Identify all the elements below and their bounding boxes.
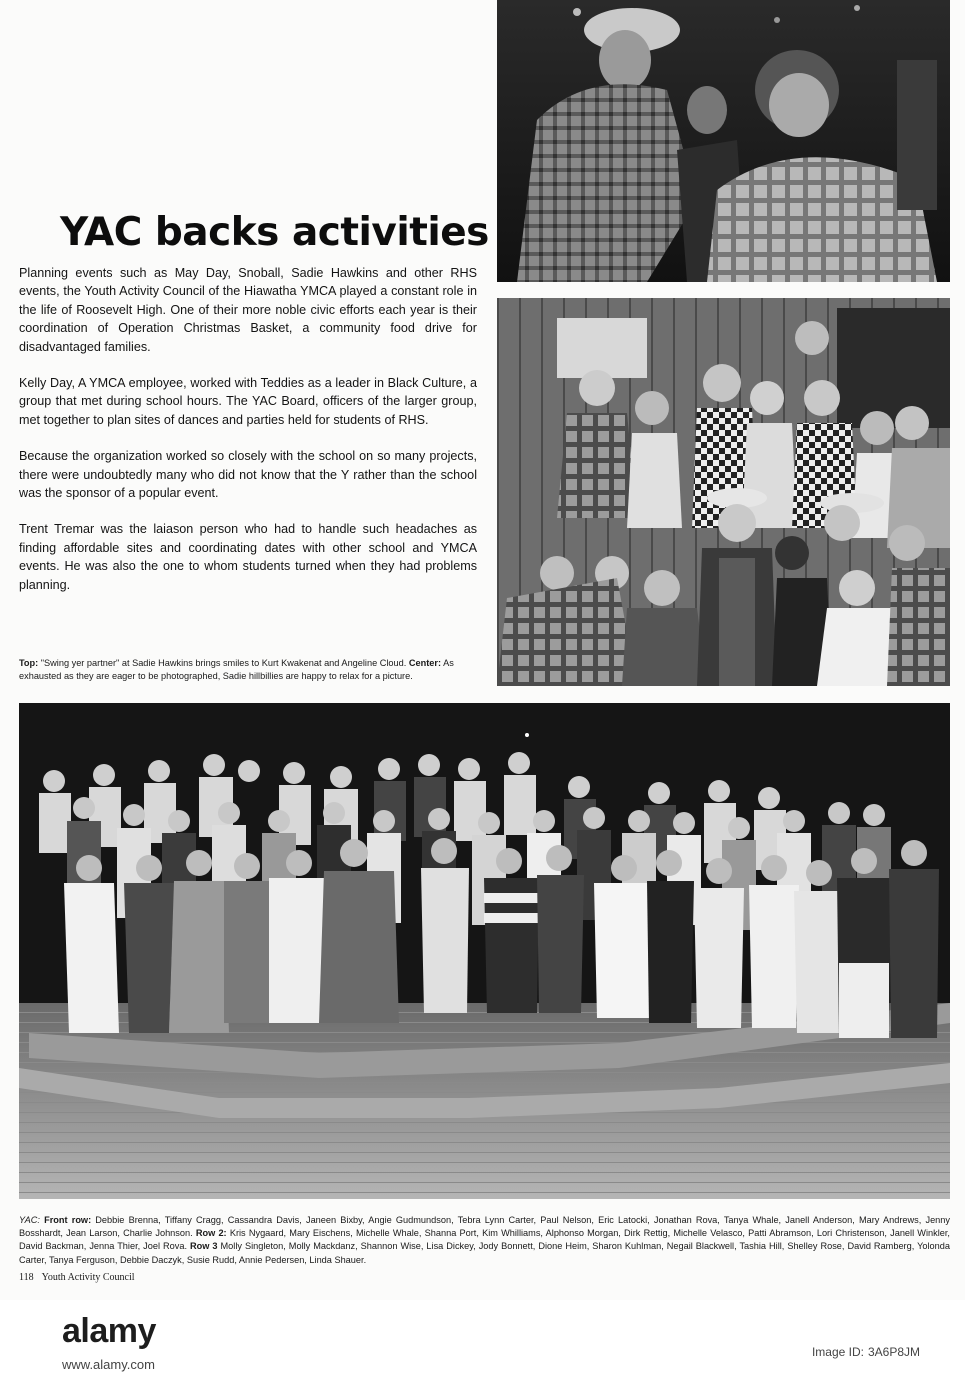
row1-label: Front row:	[44, 1215, 92, 1225]
article-paragraph: Trent Tremar was the laiason person who had to handle such headaches as finding affordable sites and coordinating dates with other school and YMCA events. He was also the one to whom students turned when they had problems planning.	[19, 522, 477, 592]
page-number: 118	[19, 1272, 34, 1283]
brand-url[interactable]: www.alamy.com	[62, 1357, 155, 1372]
caption-center-label: Center:	[408, 658, 442, 668]
section-name: Youth Activity Council	[41, 1272, 135, 1283]
article-paragraph: Planning events such as May Day, Snoball, Sadie Hawkins and other RHS events, the Youth Activity Council of the Hiawatha YMCA played a constant role in the life of Roosevelt High. One of their more noble civic efforts each year is their coordination of Operation Christmas Basket, a community food drive for disadvantaged families.	[19, 266, 477, 354]
row2-names: Kris Nygaard, Mary Eischens, Michelle Whale, Shanna Port, Kim Whilliams, Alphonso Morgan, Dirk Rettig, Michelle Velasco, Patti Abramson, Lori Christenson, Janell Winkler, David Backman, Jenna Thier, Joel Rova.	[19, 1228, 950, 1252]
group-caption	[19, 1214, 950, 1267]
bottom-photo-image	[19, 703, 950, 1199]
image-id-value: 3A6P8JM	[867, 1345, 920, 1359]
row1-names: Debbie Brenna, Tiffany Cragg, Cassandra Davis, Janeen Bixby, Angie Gudmundson, Tebra Lynn Carter, Paul Nelson, Eric Latocki, Jonathan Rova, Tanya Whale, Janell Anderson, Mary Andrews, Jenny Bosshardt, Jean Larson, Charlie Johnson.	[19, 1215, 950, 1239]
top-photo-image	[497, 0, 950, 282]
center-photo-image	[497, 298, 950, 686]
row3-label: Row 3	[190, 1241, 218, 1252]
image-id-label: Image ID:	[811, 1345, 864, 1359]
top-dance-photo	[497, 0, 950, 282]
article-headline: YAC backs activities	[60, 210, 489, 255]
council-group-photo	[19, 703, 950, 1199]
group-prefix: YAC:	[19, 1215, 45, 1225]
photo-caption	[19, 657, 481, 683]
image-id	[720, 1345, 920, 1359]
brand-logo: alamy	[62, 1312, 156, 1350]
article-body	[19, 264, 477, 612]
caption-center-text: As exhausted as they are eager to be photographed, Sadie hillbillies are happy to relax for a picture.	[19, 658, 454, 681]
caption-top-label: Top:	[19, 658, 39, 668]
center-group-photo	[497, 298, 950, 686]
row3-names: Molly Singleton, Molly Mackdanz, Shannon Wise, Lisa Dickey, Jody Bonnett, Dione Heim, Sharon Kuhlman, Negail Blackwell, Tashia Hill, Shelley Rose, David Ramberg, Yolonda Carter, Tanya Ferguson, Debbie Daczyk, Susie Rudd, Annie Pedersen, Linda Shauer.	[19, 1241, 950, 1265]
caption-top-text: "Swing yer partner" at Sadie Hawkins brings smiles to Kurt Kwakenat and Angeline Cloud.	[38, 658, 409, 668]
page-folio	[19, 1272, 135, 1283]
article-paragraph: Kelly Day, A YMCA employee, worked with Teddies as a leader in Black Culture, a group that met during school hours. The YAC Board, officers of the larger group, met together to plan sites of dances and parties held for students of RHS.	[19, 376, 477, 427]
row2-label: Row 2:	[195, 1228, 227, 1239]
article-paragraph: Because the organization worked so closely with the school on so many projects, there were undoubtedly many who did not know that the Y rather than the school was the sponsor of a popular event.	[19, 449, 477, 501]
